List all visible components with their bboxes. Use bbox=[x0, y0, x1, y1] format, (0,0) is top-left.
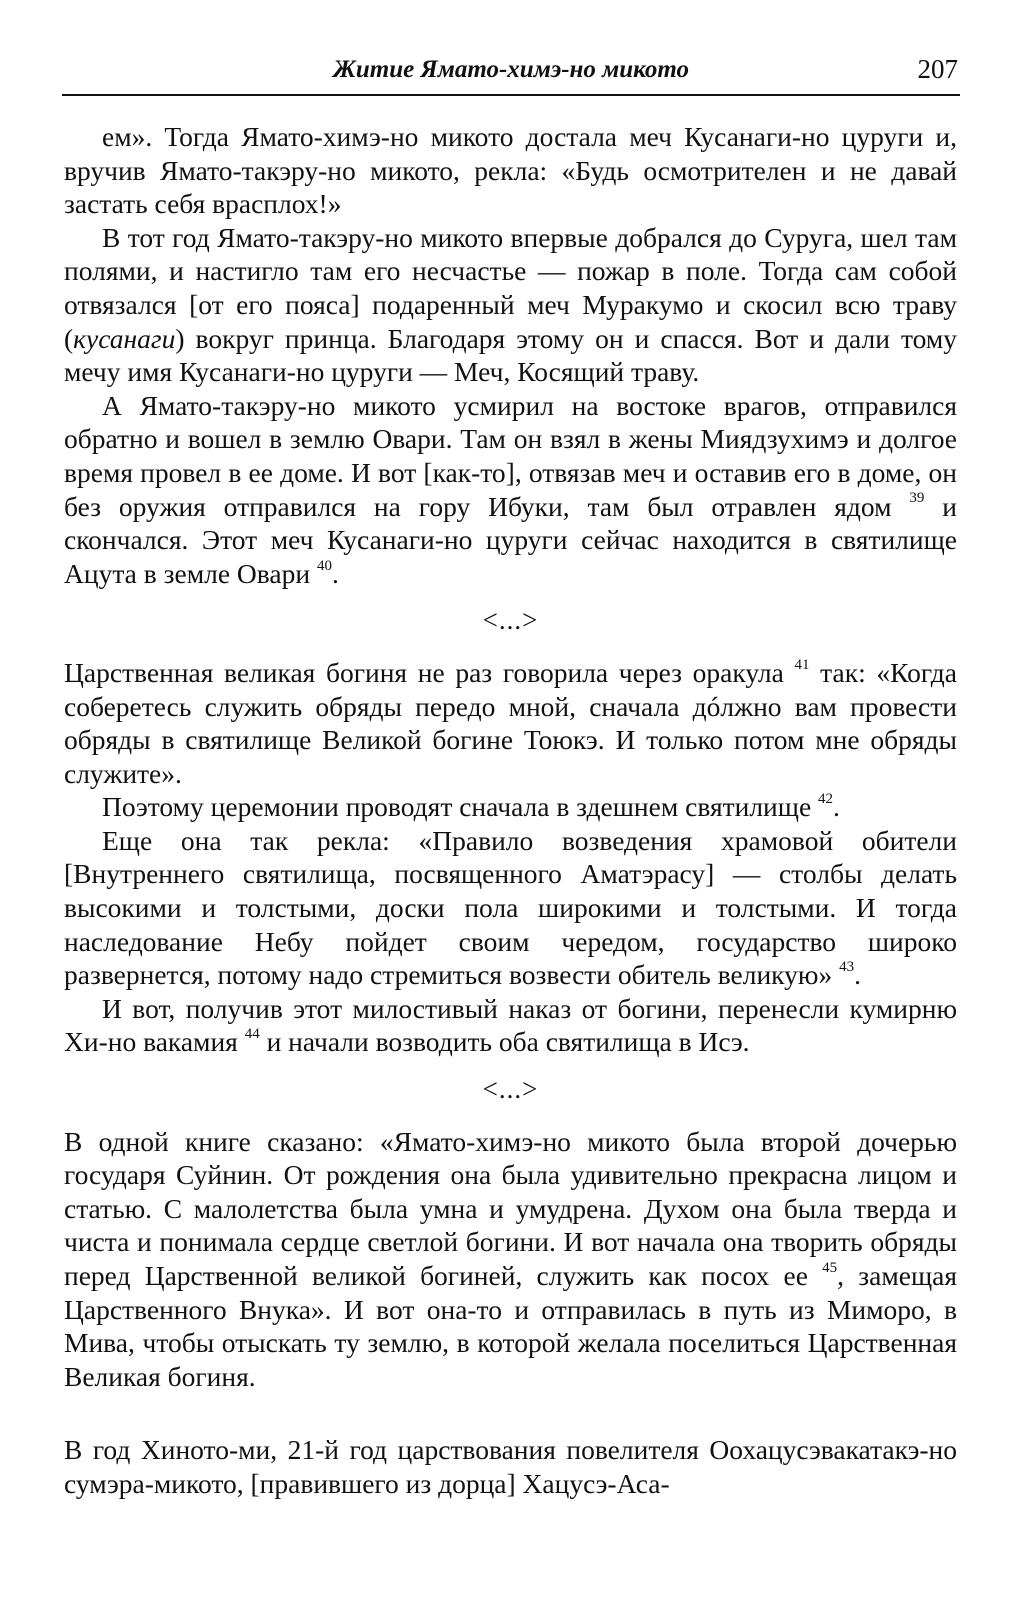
paragraph bbox=[64, 120, 957, 221]
text-segment: . bbox=[331, 557, 339, 589]
footnote-ref: 40 bbox=[316, 557, 332, 574]
paragraph bbox=[64, 389, 957, 591]
footnote-ref: 42 bbox=[818, 791, 834, 808]
paragraph bbox=[64, 1433, 957, 1500]
text-segment: и начали возводить оба святилища в Исэ. bbox=[259, 1026, 750, 1058]
text-segment: А Ямато-такэру-но микото усмирил на востоке врагов, отправился обратно и вошел в землю Овари. Там он взял в жены Миядзухимэ и долгое время провел в ее доме. И вот [как-то], отвязав меч и оставив его в доме, он без оружия отправился на гору Ибуки, там был отравлен ядом bbox=[64, 389, 957, 522]
page-number: 207 bbox=[917, 54, 958, 84]
text-segment: . bbox=[854, 959, 861, 991]
text-segment: Поэтому церемонии проводят сначала в здешнем святилище bbox=[102, 791, 819, 823]
footnote-ref: 43 bbox=[839, 959, 855, 976]
page-header bbox=[62, 54, 960, 96]
text-segment: И вот, получив этот милостивый наказ от богини, перенесли кумирню Хи-но вакамия bbox=[64, 992, 957, 1058]
footnote-ref: 45 bbox=[822, 1259, 838, 1276]
body-text bbox=[64, 120, 957, 1501]
paragraph bbox=[64, 790, 957, 824]
footnote-ref: 44 bbox=[244, 1026, 260, 1043]
text-segment: ) вокруг принца. Благодаря этому он и спасся. Вот и дали тому мечу имя Кусанаги-но цуруги — Меч, Косящий траву. bbox=[64, 322, 957, 388]
text-segment: , замещая Царственного Внука». И вот она-то и отправилась в путь из Миморо, в Мива, чтобы отыскать ту землю, в которой желала поселиться Царственная Великая богиня. bbox=[64, 1260, 957, 1392]
footnote-ref: 41 bbox=[794, 656, 810, 673]
text-segment: В одной книге сказано: «Ямато-химэ-но микото была второй дочерью государя Суйнин. От рождения она была удивительно прекрасна лицом и статью. С малолетства была умна и умудрена. Духом она была тверда и чиста и понимала сердце светлой богини. И вот начала она творить обряды перед Царственной великой богиней, служить как посох ее bbox=[64, 1125, 957, 1291]
text-segment: В год Хиното-ми, 21-й год царствования повелителя Оохацусэвакатакэ-но сумэра-микото, [правившего из дорца] Хацусэ-Аса- bbox=[64, 1434, 957, 1499]
text-segment: Еще она так рекла: «Правило возведения храмовой обители [Внутреннего святилища, посвященного Аматэрасу] — столбы делать высокими и толстыми, доски пола широкими и толстыми. И тогда наследование Небу пойдет своим чередом, государство широко развернется, потому надо стремиться возвести обитель великую» bbox=[64, 824, 957, 991]
text-segment: ем». Тогда Ямато-химэ-но микото достала меч Кусанаги-но цуруги и, вручив Ямато-такэру-но микото, рекла: «Будь осмотрителен и не давай застать себя врасплох!» bbox=[64, 121, 957, 220]
paragraph bbox=[64, 221, 957, 389]
text-segment: В тот год Ямато-такэру-но микото впервые добрался до Суруга, шел там полями, и настигло там его несчастье — пожар в поле. Тогда сам собой отвязался [от его пояса] подаренный меч Муракумо и скосил всю траву ( bbox=[64, 221, 957, 354]
paragraph bbox=[64, 824, 957, 992]
paragraph bbox=[64, 1125, 957, 1394]
text-segment: и скончался. Этот меч Кусанаги-но цуруги сейчас находится в святилище Ацута в земле Овари bbox=[64, 490, 957, 589]
text-segment: . bbox=[833, 791, 840, 823]
text-segment: Царственная великая богиня не раз говорила через оракула bbox=[64, 656, 795, 688]
section-separator: <...> bbox=[482, 1074, 539, 1105]
paragraph bbox=[64, 656, 957, 790]
footnote-ref: 39 bbox=[909, 490, 925, 507]
section-separator: <...> bbox=[482, 605, 539, 636]
paragraph bbox=[64, 992, 957, 1059]
text-segment: так: «Когда соберетесь служить обряды передо мной, сначала дóлжно вам провести обряды в святилище Великой богине Тоюкэ. И только потом мне обряды служите». bbox=[64, 656, 957, 789]
running-title: Житие Ямато-химэ-но микото bbox=[332, 56, 690, 83]
italic-term: кусанаги bbox=[73, 322, 176, 354]
